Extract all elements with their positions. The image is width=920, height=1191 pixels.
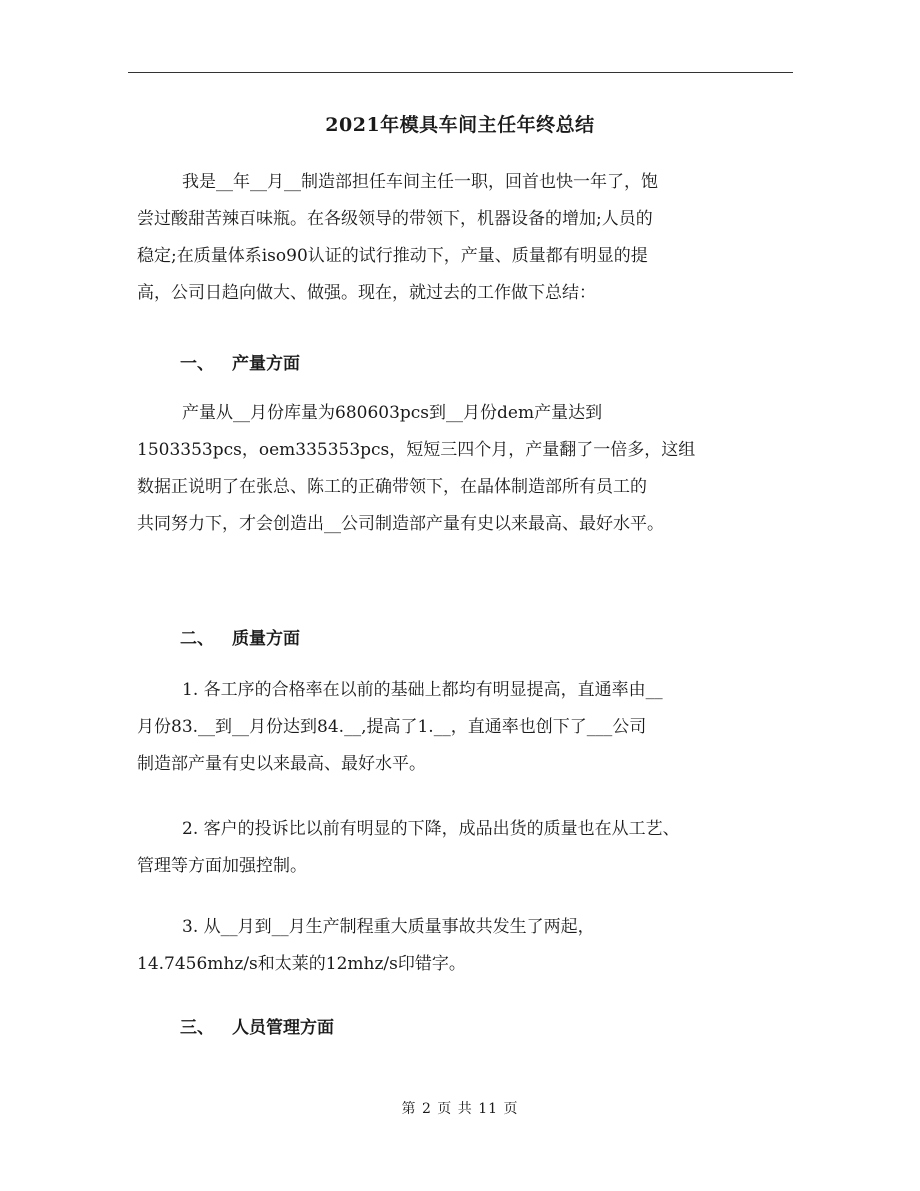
quality-line: 2. 客户的投诉比以前有明显的下降，成品出货的质量也在从工艺、 <box>182 819 680 839</box>
intro-line: 稳定;在质量体系iso90认证的试行推动下，产量、质量都有明显的提 <box>137 246 648 266</box>
section-number: 一、 <box>180 354 214 374</box>
section-heading-output <box>180 349 300 374</box>
quality-item-2 <box>137 811 787 885</box>
output-line: 1503353pcs，oem335353pcs，短短三四个月，产量翻了一倍多，这组 <box>137 440 696 460</box>
header-rule <box>128 72 793 73</box>
page-footer: 第 2 页 共 11 页 <box>401 1101 519 1117</box>
quality-line: 14.7456mhz/s和太莱的12mhz/s印错字。 <box>137 954 466 974</box>
intro-line: 尝过酸甜苦辣百味瓶。在各级领导的带领下，机器设备的增加;人员的 <box>137 209 653 229</box>
section-number: 二、 <box>180 629 214 649</box>
quality-line: 3. 从__月到__月生产制程重大质量事故共发生了两起， <box>182 917 595 937</box>
section-title: 产量方面 <box>232 354 300 374</box>
quality-item-1 <box>137 672 787 783</box>
quality-line: 制造部产量有史以来最高、最好水平。 <box>137 754 426 774</box>
section-number: 三、 <box>180 1018 214 1038</box>
section-heading-personnel <box>180 1013 334 1038</box>
section-title: 人员管理方面 <box>232 1018 334 1038</box>
output-paragraph <box>137 395 787 543</box>
document-title: 2021年模具车间主任年终总结 <box>325 114 595 136</box>
quality-line: 月份83.__到__月份达到84.__,提高了1.__，直通率也创下了___公司 <box>137 717 647 737</box>
section-heading-quality <box>180 624 300 649</box>
output-line: 数据正说明了在张总、陈工的正确带领下，在晶体制造部所有员工的 <box>137 477 647 497</box>
quality-line: 1. 各工序的合格率在以前的基础上都均有明显提高，直通率由__ <box>182 680 663 700</box>
quality-line: 管理等方面加强控制。 <box>137 856 307 876</box>
intro-paragraph <box>137 164 787 312</box>
quality-item-3 <box>137 909 787 983</box>
section-title: 质量方面 <box>232 629 300 649</box>
intro-line: 我是__年__月__制造部担任车间主任一职，回首也快一年了，饱 <box>182 172 658 192</box>
output-line: 共同努力下，才会创造出__公司制造部产量有史以来最高、最好水平。 <box>137 514 664 534</box>
intro-line: 高，公司日趋向做大、做强。现在，就过去的工作做下总结： <box>137 283 596 303</box>
output-line: 产量从__月份库量为680603pcs到__月份dem产量达到 <box>182 403 603 423</box>
